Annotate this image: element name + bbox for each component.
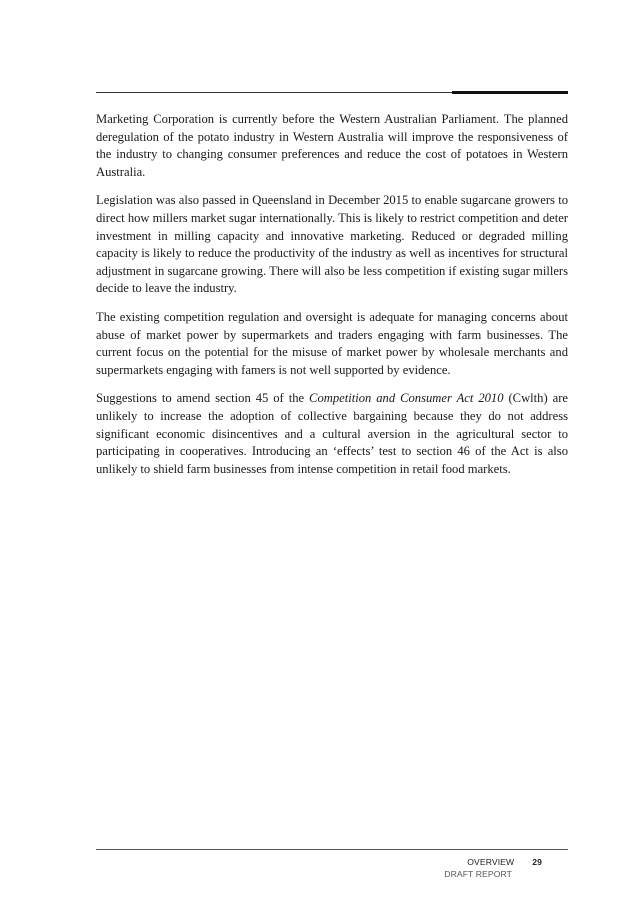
paragraph-section-45-rest: (Cwlth) are unlikely to increase the adoption of collective bargaining because they do not address significant economic disincentives and a cultural aversion in the agricultural sector to participating in cooperatives. Introducing an ‘effects’ test to section 46 of the Act is also unlikely to shield farm businesses from intense competition in retail food markets. xyxy=(96,391,568,476)
paragraph-competition-regulation: The existing competition regulation and oversight is adequate for managing concerns about abuse of market power by supermarkets and traders engaging with farm businesses. The current focus on the potential for the misuse of market power by wholesale merchants and supermarkets engaging with famers is not well supported by evidence. xyxy=(96,309,568,377)
header-rule-accent xyxy=(452,91,568,94)
paragraph-sugarcane-legislation: Legislation was also passed in Queensland in December 2015 to enable sugarcane growers to direct how millers market sugar internationally. This is likely to restrict competition and deter investment in milling capacity and innovative marketing. Reduced or degraded milling capacity is likely to reduce the productivity of the industry as well as incentives for structural adjustment in sugarcane growing. There will also be less competition if existing sugar millers decide to leave the industry. xyxy=(96,193,568,296)
paragraph-section-45-lead: Suggestions to amend section 45 of the xyxy=(96,391,310,406)
act-title: Competition and Consumer Act 2010 xyxy=(309,391,504,406)
page-number: 29 xyxy=(532,857,542,867)
paragraph-potato-deregulation: Marketing Corporation is currently before the Western Australian Parliament. The planned deregulation of the potato industry in Western Australia will improve the responsiveness of the industry to changing consumer preferences and reduce the cost of potatoes in Western Australia. xyxy=(96,112,568,179)
footer-report-label: DRAFT REPORT xyxy=(444,869,512,879)
footer-section-line xyxy=(467,857,542,867)
footer-section-label: OVERVIEW xyxy=(467,857,515,867)
body-text xyxy=(96,111,568,489)
footer-rule xyxy=(96,849,568,850)
paragraph-section-45 xyxy=(96,390,568,478)
